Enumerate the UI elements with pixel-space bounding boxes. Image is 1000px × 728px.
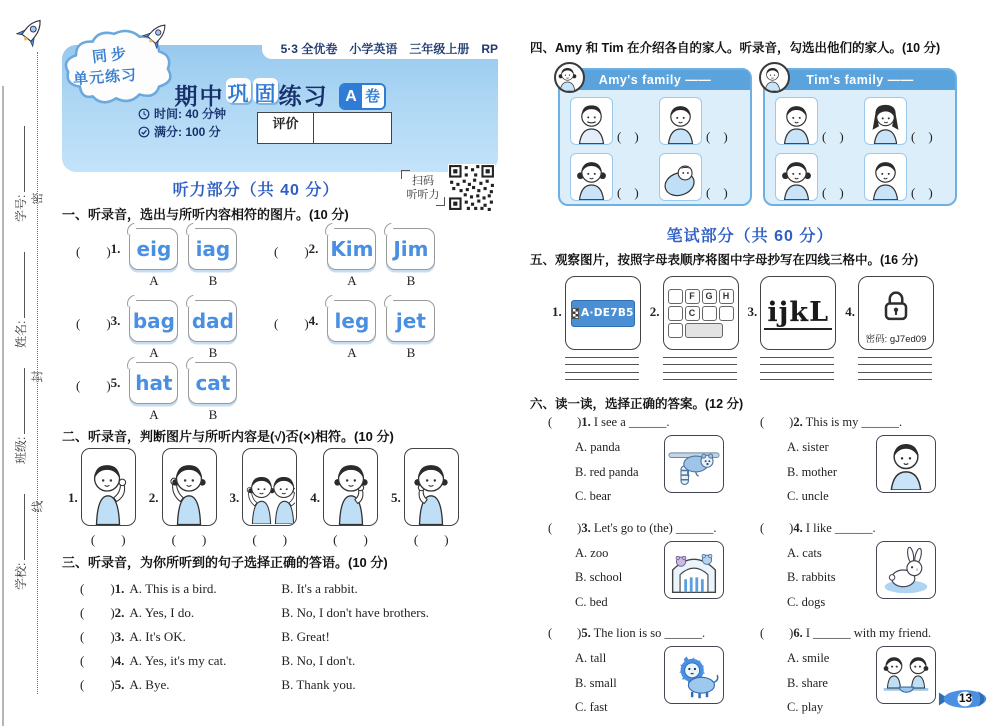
section5-items bbox=[552, 276, 943, 380]
answer-bracket: ( ) bbox=[617, 185, 639, 200]
option-a: A. Bye. bbox=[129, 677, 170, 692]
s1-item-2 bbox=[274, 228, 472, 289]
answer-bracket: ( ) bbox=[252, 532, 288, 547]
lock-icon bbox=[881, 289, 911, 323]
s3-item-5 bbox=[80, 674, 356, 693]
amy-member-baby bbox=[659, 152, 748, 202]
question-4 bbox=[760, 518, 972, 615]
word-text: cat bbox=[195, 371, 231, 395]
question-2 bbox=[760, 412, 972, 509]
question-stem: I ______ with my friend. bbox=[805, 626, 932, 640]
item-number: 4. bbox=[308, 313, 319, 328]
title-prefix: 期中 bbox=[174, 83, 225, 109]
option-a-label: A bbox=[149, 273, 159, 288]
answer-bracket: ( ) bbox=[274, 316, 309, 331]
qr-code-icon bbox=[448, 164, 495, 211]
question-number: 5. bbox=[581, 626, 591, 640]
lock-picture bbox=[858, 276, 934, 350]
option-a: A. sister bbox=[787, 440, 829, 454]
question-5 bbox=[548, 623, 752, 720]
question-1 bbox=[548, 412, 752, 509]
s2-item-5 bbox=[391, 448, 459, 548]
answer-bracket: ( ) bbox=[822, 128, 844, 144]
amy-family-panel bbox=[558, 68, 752, 206]
answer-bracket: ( ) bbox=[171, 532, 207, 547]
school-blank bbox=[12, 494, 25, 560]
written-part-title: 笔试部分（共 60 分） bbox=[666, 228, 834, 245]
answer-bracket: ( ) bbox=[80, 605, 115, 620]
option-a: A. smile bbox=[787, 651, 830, 665]
answer-bracket: ( ) bbox=[548, 520, 582, 535]
option-b-label: B bbox=[208, 345, 218, 360]
answer-bracket: ( ) bbox=[760, 626, 794, 640]
amy-member-boy bbox=[659, 95, 748, 145]
rocket-icon bbox=[12, 13, 49, 52]
question-options bbox=[787, 646, 876, 720]
item-number: 4. bbox=[845, 304, 855, 319]
word-card-a bbox=[129, 362, 178, 404]
s2-item-4 bbox=[310, 448, 378, 548]
password-label: 密码: gJ7ed09 bbox=[865, 334, 927, 345]
school-label bbox=[12, 494, 29, 590]
option-a: A. Yes, I do. bbox=[129, 605, 195, 620]
answer-bracket: ( ) bbox=[413, 532, 449, 547]
answer-bracket: ( ) bbox=[617, 128, 639, 144]
section5-heading: 五、观察图片，按照字母表顺序将图中字母抄写在四线三格中。(16 分) bbox=[530, 253, 919, 267]
girl-icon bbox=[573, 157, 610, 200]
section4-heading: 四、Amy 和 Tim 在介绍各自的家人。听录音，勾选出他们的家人。(10 分) bbox=[530, 41, 941, 55]
answer-bracket: ( ) bbox=[80, 677, 115, 692]
tim-family-grid bbox=[775, 95, 953, 201]
answer-bracket: ( ) bbox=[706, 185, 728, 200]
letters-text: ijkL bbox=[764, 297, 832, 330]
section3-heading: 三、听录音，为你所听到的句子选择正确的答语。(10 分) bbox=[62, 555, 388, 570]
s5-item-3 bbox=[748, 276, 837, 380]
s3-item-1 bbox=[80, 578, 358, 597]
word-text: Jim bbox=[393, 237, 429, 261]
option-b: B. No, I don't have brothers. bbox=[281, 605, 429, 620]
option-c: C. bed bbox=[575, 594, 608, 609]
answer-bracket: ( ) bbox=[911, 128, 933, 144]
item-number: 1. bbox=[110, 241, 121, 256]
boy-portrait bbox=[775, 97, 818, 145]
tim-member-girl bbox=[775, 152, 864, 202]
panel-title-dash: —— bbox=[685, 73, 712, 87]
answer-bracket: ( ) bbox=[760, 415, 794, 429]
key-c: C bbox=[685, 306, 700, 321]
option-a: A. cats bbox=[787, 545, 822, 560]
option-a: A. tall bbox=[575, 651, 607, 665]
section1-row3 bbox=[76, 362, 274, 423]
mosaic-key-icon bbox=[719, 306, 734, 321]
tim-member-mother bbox=[864, 95, 953, 145]
answer-bracket: ( ) bbox=[822, 185, 844, 200]
option-a-label: A bbox=[149, 345, 159, 360]
word-text: Kim bbox=[330, 237, 374, 261]
word-text: jet bbox=[395, 309, 426, 333]
answer-bracket: ( ) bbox=[76, 244, 111, 259]
option-a: A. zoo bbox=[575, 545, 609, 560]
name-label bbox=[12, 252, 29, 348]
tim-member-boy bbox=[775, 95, 864, 145]
option-a: A. Yes, it's my cat. bbox=[129, 653, 227, 668]
answer-bracket: ( ) bbox=[548, 415, 582, 429]
s3-item-2 bbox=[80, 602, 429, 621]
title-suffix: 练习 bbox=[278, 83, 329, 109]
girl-avatar-icon bbox=[556, 65, 579, 91]
tim-member-boy2 bbox=[864, 152, 953, 202]
s1-item-4 bbox=[274, 300, 472, 361]
letters-picture bbox=[760, 276, 836, 350]
amy-member-girl bbox=[570, 152, 659, 202]
qr-block bbox=[401, 164, 495, 211]
key-h: H bbox=[719, 289, 734, 304]
key-f: F bbox=[685, 289, 700, 304]
option-b-label: B bbox=[406, 345, 416, 360]
s1-item-1 bbox=[76, 228, 274, 289]
girl-waving-icon bbox=[166, 457, 212, 525]
s5-item-1 bbox=[552, 276, 641, 380]
s3-item-4 bbox=[80, 650, 355, 669]
evaluation-label: 评价 bbox=[258, 113, 314, 143]
option-b-label: B bbox=[406, 273, 416, 288]
question-stem: Let's go to (the) ______. bbox=[593, 520, 717, 535]
item-number: 3. bbox=[747, 304, 758, 319]
item-number: 3. bbox=[229, 490, 240, 505]
lion-icon bbox=[667, 649, 721, 701]
writing-lines[interactable] bbox=[565, 357, 639, 381]
page-number-badge bbox=[936, 686, 992, 712]
amy-avatar bbox=[554, 62, 585, 93]
item-number: 4. bbox=[310, 490, 320, 505]
option-b: B. Great! bbox=[281, 629, 330, 644]
section2-heading: 二、听录音，判断图片与所听内容是(√)否(×)相符。(10 分) bbox=[62, 429, 394, 444]
answer-bracket: ( ) bbox=[80, 653, 115, 668]
option-a: A. panda bbox=[575, 440, 621, 454]
rabbit-icon bbox=[879, 544, 933, 596]
option-b-label: B bbox=[208, 273, 218, 288]
girl-touching-nose-picture bbox=[404, 448, 459, 526]
girls-sharing-picture bbox=[876, 646, 936, 704]
tim-family-panel bbox=[763, 68, 957, 206]
class-text: 班级: bbox=[14, 436, 28, 464]
baby-portrait bbox=[659, 153, 702, 201]
question-number: 3. bbox=[581, 520, 591, 535]
word-text: hat bbox=[135, 371, 173, 395]
name-blank bbox=[12, 252, 25, 318]
father-icon bbox=[573, 101, 610, 144]
option-c: C. play bbox=[787, 700, 824, 714]
father-portrait bbox=[570, 97, 613, 145]
option-b: B. It's a rabbit. bbox=[281, 581, 358, 596]
panel-title-text: Amy's family bbox=[598, 73, 682, 87]
license-plate-picture bbox=[565, 276, 641, 350]
boy-icon bbox=[879, 438, 933, 490]
panel-title-dash: —— bbox=[887, 73, 914, 87]
word-card-a bbox=[129, 228, 178, 270]
option-c: C. uncle bbox=[787, 489, 829, 503]
title-boxed-char1: 巩 bbox=[226, 78, 251, 103]
question-options bbox=[575, 435, 664, 509]
class-label bbox=[12, 368, 29, 464]
option-a-label: A bbox=[347, 273, 357, 288]
item-number: 3. bbox=[110, 313, 121, 328]
badge-letter-a: A bbox=[341, 85, 362, 108]
answer-bracket: ( ) bbox=[706, 128, 728, 144]
question-stem: I like ______. bbox=[805, 520, 876, 535]
answer-bracket: ( ) bbox=[76, 378, 111, 393]
mosaic-key-icon bbox=[668, 323, 683, 338]
option-b-label: B bbox=[208, 407, 218, 422]
item-number: 2. bbox=[114, 605, 125, 620]
s2-item-2 bbox=[149, 448, 217, 548]
check-icon bbox=[138, 126, 150, 138]
s1-item-5 bbox=[76, 362, 274, 423]
answer-bracket: ( ) bbox=[274, 244, 309, 259]
keyboard-keys bbox=[668, 289, 734, 338]
item-number: 1. bbox=[552, 304, 562, 319]
question-3 bbox=[548, 518, 752, 615]
rabbit-picture bbox=[876, 541, 936, 599]
s1-item-3 bbox=[76, 300, 274, 361]
question-number: 4. bbox=[793, 520, 803, 535]
qr-label bbox=[401, 170, 445, 206]
boy-portrait bbox=[659, 97, 702, 145]
keyboard-picture bbox=[663, 276, 739, 350]
mother-icon bbox=[867, 101, 904, 144]
option-c: C. fast bbox=[575, 700, 608, 714]
seal-char-mi: 密 bbox=[30, 192, 45, 205]
family-panels bbox=[558, 68, 957, 206]
scan-edge-line bbox=[2, 86, 4, 726]
word-card-b bbox=[386, 228, 435, 270]
girl-touching-face-picture bbox=[323, 448, 378, 526]
boy-avatar-icon bbox=[761, 65, 784, 91]
question-options bbox=[787, 541, 876, 615]
boy-portrait bbox=[864, 153, 907, 201]
option-b: B. red panda bbox=[575, 464, 639, 479]
word-card-a bbox=[327, 228, 376, 270]
panel-title-text: Tim's family bbox=[806, 73, 884, 87]
girls-sharing-icon bbox=[879, 649, 933, 701]
answer-bracket: ( ) bbox=[911, 185, 933, 200]
girl-and-boy-waving-icon bbox=[245, 457, 295, 525]
boy-touching-ear-icon bbox=[85, 457, 131, 525]
option-b: B. school bbox=[575, 570, 623, 584]
option-a: A. It's OK. bbox=[129, 629, 186, 644]
time-limit: 时间: 40 分钟 bbox=[154, 107, 227, 121]
s5-item-2 bbox=[650, 276, 739, 380]
section1-row2 bbox=[76, 300, 472, 361]
answer-bracket: ( ) bbox=[548, 626, 582, 640]
option-a: A. This is a bird. bbox=[129, 581, 217, 596]
amy-family-grid bbox=[570, 95, 748, 201]
section2-pictures bbox=[68, 448, 472, 548]
student-number-text: 学号: bbox=[14, 194, 28, 222]
girl-waving-picture bbox=[162, 448, 217, 526]
boy-picture bbox=[876, 435, 936, 493]
word-text: iag bbox=[195, 237, 231, 261]
item-number: 5. bbox=[391, 490, 401, 505]
full-score: 满分: 100 分 bbox=[154, 125, 221, 139]
word-card-b bbox=[188, 300, 237, 342]
section6-heading: 六、读一读，选择正确的答案。(12 分) bbox=[530, 397, 744, 411]
zoo-gate-icon bbox=[667, 544, 721, 596]
plate-text: A·DE7B5 bbox=[581, 307, 634, 319]
amy-family-title bbox=[560, 70, 750, 90]
girl-icon bbox=[778, 157, 815, 200]
item-number: 2. bbox=[148, 490, 159, 505]
baby-icon bbox=[662, 157, 699, 200]
girl-and-boy-waving-picture bbox=[242, 448, 297, 526]
girl-portrait bbox=[775, 153, 818, 201]
class-blank bbox=[12, 368, 25, 434]
answer-bracket: ( ) bbox=[760, 520, 794, 535]
answer-bracket: ( ) bbox=[80, 629, 115, 644]
title-boxed-char2: 固 bbox=[253, 78, 278, 103]
answer-bracket: ( ) bbox=[76, 316, 111, 331]
question-stem: The lion is so ______. bbox=[593, 626, 706, 640]
s3-item-3 bbox=[80, 626, 330, 645]
mother-portrait bbox=[864, 97, 907, 145]
section6-questions bbox=[548, 412, 972, 720]
option-b: B. mother bbox=[787, 464, 837, 479]
answer-bracket: ( ) bbox=[90, 532, 126, 547]
lion-picture bbox=[664, 646, 724, 704]
word-text: bag bbox=[132, 309, 175, 333]
word-card-b bbox=[386, 300, 435, 342]
girl-touching-nose-icon bbox=[408, 457, 454, 525]
s2-item-3 bbox=[230, 448, 298, 548]
word-text: dad bbox=[191, 309, 234, 333]
badge-juan: 卷 bbox=[362, 85, 384, 108]
writing-lines[interactable] bbox=[663, 357, 737, 381]
question-options bbox=[575, 646, 664, 720]
writing-lines[interactable] bbox=[858, 357, 932, 381]
option-a-label: A bbox=[149, 407, 159, 422]
word-text: eig bbox=[136, 237, 172, 261]
red-panda-icon bbox=[667, 438, 721, 490]
boy-icon bbox=[867, 157, 904, 200]
page-number: 13 bbox=[958, 691, 973, 705]
qr-label-line1: 扫码 bbox=[412, 173, 434, 187]
question-stem: This is my ______. bbox=[805, 415, 903, 429]
question-stem: I see a ______. bbox=[593, 415, 670, 429]
red-panda-picture bbox=[664, 435, 724, 493]
question-options bbox=[575, 541, 664, 615]
question-number: 1. bbox=[581, 415, 591, 429]
s2-item-1 bbox=[68, 448, 136, 548]
license-plate bbox=[571, 300, 635, 327]
boy-icon bbox=[778, 101, 815, 144]
mosaic-key-icon bbox=[668, 289, 683, 304]
option-a-label: A bbox=[347, 345, 357, 360]
student-number-blank bbox=[12, 126, 25, 192]
item-number: 5. bbox=[110, 375, 121, 390]
word-card-a bbox=[327, 300, 376, 342]
option-b: B. rabbits bbox=[787, 570, 836, 584]
word-card-b bbox=[188, 362, 237, 404]
listening-part-title: 听力部分（共 40 分） bbox=[172, 182, 340, 199]
question-number: 2. bbox=[793, 415, 803, 429]
seal-char-feng: 封 bbox=[30, 370, 45, 383]
zoo-gate-picture bbox=[664, 541, 724, 599]
question-options bbox=[787, 435, 876, 509]
option-c: C. dogs bbox=[787, 594, 826, 609]
option-b: B. No, I don't. bbox=[281, 653, 356, 668]
item-number: 2. bbox=[308, 241, 319, 256]
mosaic-key-icon bbox=[668, 306, 683, 321]
option-c: C. bear bbox=[575, 489, 612, 503]
mosaic-blur-icon bbox=[572, 308, 579, 319]
evaluation-box bbox=[257, 112, 392, 144]
option-b: B. small bbox=[575, 675, 617, 690]
section1-row1 bbox=[76, 228, 472, 289]
mosaic-key-icon bbox=[702, 306, 717, 321]
option-b: B. share bbox=[787, 675, 828, 690]
word-card-b bbox=[188, 228, 237, 270]
girl-touching-face-icon bbox=[328, 457, 374, 525]
answer-bracket: ( ) bbox=[80, 581, 115, 596]
s5-item-4 bbox=[845, 276, 934, 380]
seal-char-xian: 线 bbox=[30, 500, 45, 513]
section1-heading: 一、听录音，选出与所听内容相符的图片。(10 分) bbox=[62, 207, 349, 222]
paper-a-badge bbox=[339, 83, 386, 110]
question-number: 6. bbox=[793, 626, 803, 640]
option-b: B. Thank you. bbox=[281, 677, 356, 692]
boy-icon bbox=[662, 101, 699, 144]
student-number-label bbox=[12, 126, 29, 222]
item-number: 2. bbox=[649, 304, 660, 319]
girl-portrait bbox=[570, 153, 613, 201]
amy-member-father bbox=[570, 95, 659, 145]
answer-bracket: ( ) bbox=[333, 532, 368, 547]
cloud-line1: 同步 bbox=[91, 44, 132, 67]
boy-touching-ear-picture bbox=[81, 448, 136, 526]
tim-avatar bbox=[759, 62, 790, 93]
item-number: 1. bbox=[114, 581, 125, 596]
key-g: G bbox=[702, 289, 717, 304]
tim-family-title bbox=[765, 70, 955, 90]
item-number: 1. bbox=[68, 490, 78, 505]
sync-unit-badge bbox=[60, 20, 186, 114]
item-number: 4. bbox=[114, 653, 125, 668]
spacebar-key bbox=[685, 323, 723, 338]
qr-label-line2: 听听力 bbox=[406, 187, 440, 201]
word-text: leg bbox=[334, 309, 370, 333]
item-number: 3. bbox=[114, 629, 125, 644]
writing-lines[interactable] bbox=[760, 357, 834, 381]
cloud-line2: 单元练习 bbox=[72, 66, 138, 89]
school-text: 学校: bbox=[14, 562, 28, 590]
series-title: 5·3 全优卷 小学英语 三年级上册 RP bbox=[262, 40, 498, 59]
word-card-a bbox=[129, 300, 178, 342]
name-text: 姓名: bbox=[14, 320, 28, 348]
item-number: 5. bbox=[114, 677, 125, 692]
